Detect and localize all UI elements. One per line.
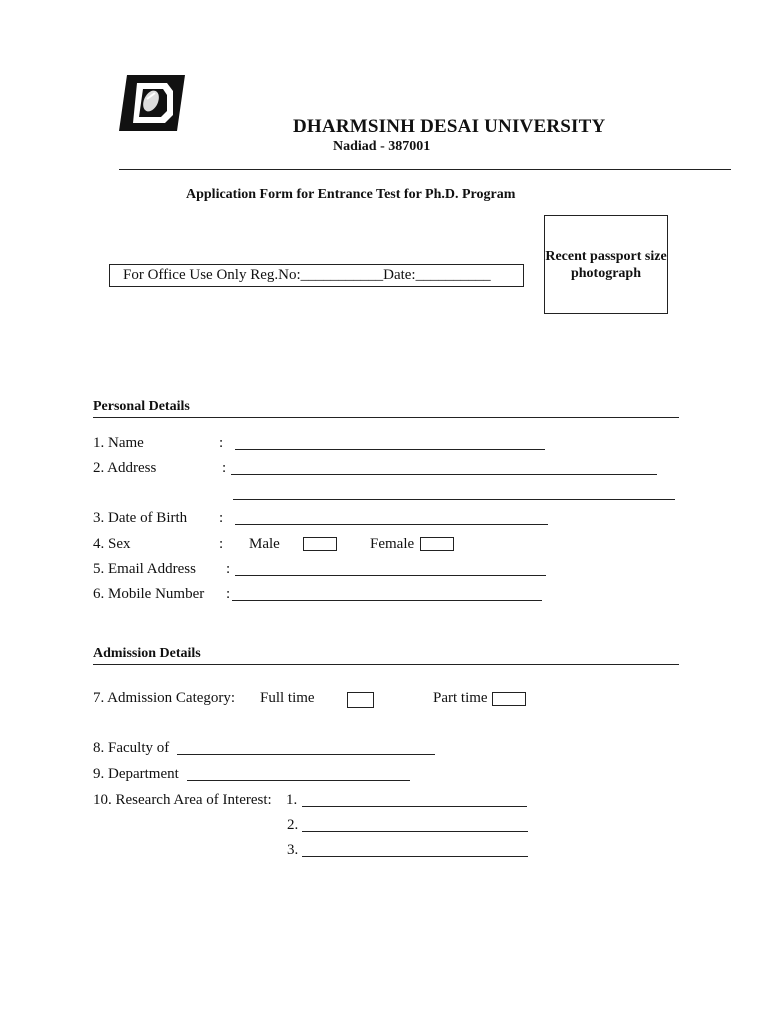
personal-details-divider <box>93 417 679 418</box>
mobile-colon: : <box>226 586 231 602</box>
admission-category-label: 7. Admission Category: <box>93 690 236 706</box>
university-logo-d-icon <box>117 73 187 133</box>
sex-colon: : <box>219 536 224 552</box>
research-area-field-3[interactable] <box>302 856 528 857</box>
email-label: 5. Email Address <box>93 561 196 577</box>
name-label: 1. Name <box>93 435 144 451</box>
address-field-line1[interactable] <box>231 474 657 475</box>
full-time-label: Full time <box>260 690 315 706</box>
personal-details-heading: Personal Details <box>93 399 190 414</box>
research-item-3-label: 3. <box>287 842 299 858</box>
female-label: Female <box>370 536 415 552</box>
name-field[interactable] <box>235 449 545 450</box>
address-label: 2. Address <box>93 460 157 476</box>
mobile-field[interactable] <box>232 600 542 601</box>
mobile-label: 6. Mobile Number <box>93 586 205 602</box>
research-item-2-label: 2. <box>287 817 299 833</box>
part-time-label: Part time <box>433 690 488 706</box>
research-area-field-2[interactable] <box>302 831 528 832</box>
research-item-1-label: 1. <box>286 792 298 808</box>
photo-box-label: Recent passport size photograph <box>545 249 667 281</box>
address-colon: : <box>222 460 227 476</box>
header-divider <box>119 169 731 170</box>
dob-colon: : <box>219 510 224 526</box>
male-checkbox[interactable] <box>303 537 337 551</box>
part-time-checkbox[interactable] <box>492 692 526 706</box>
email-field[interactable] <box>235 575 546 576</box>
form-title: Application Form for Entrance Test for Ph.D. Program <box>186 187 516 202</box>
faculty-field[interactable] <box>177 754 435 755</box>
research-area-field-1[interactable] <box>302 806 527 807</box>
admission-details-divider <box>93 664 679 665</box>
dob-label: 3. Date of Birth <box>93 510 188 526</box>
email-colon: : <box>226 561 231 577</box>
address-field-line2[interactable] <box>233 499 675 500</box>
university-address: Nadiad - 387001 <box>333 139 431 154</box>
sex-label: 4. Sex <box>93 536 131 552</box>
admission-details-heading: Admission Details <box>93 646 201 661</box>
department-field[interactable] <box>187 780 410 781</box>
office-use-label: For Office Use Only Reg.No:___________Date:__________ <box>123 267 491 283</box>
full-time-checkbox[interactable] <box>347 692 374 708</box>
department-label: 9. Department <box>93 766 179 782</box>
name-colon: : <box>219 435 224 451</box>
faculty-label: 8. Faculty of <box>93 740 170 756</box>
university-name: DHARMSINH DESAI UNIVERSITY <box>293 116 606 137</box>
research-area-label: 10. Research Area of Interest: <box>93 792 272 808</box>
dob-field[interactable] <box>235 524 548 525</box>
male-label: Male <box>249 536 280 552</box>
female-checkbox[interactable] <box>420 537 454 551</box>
